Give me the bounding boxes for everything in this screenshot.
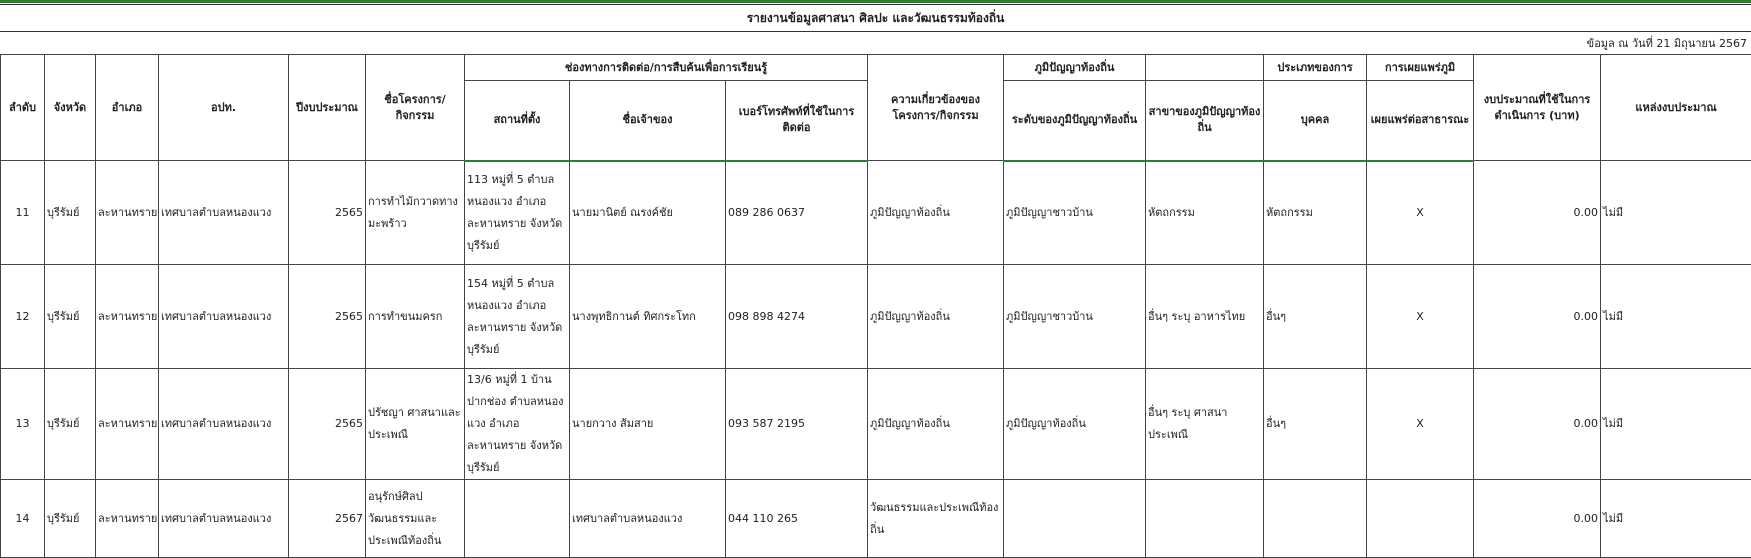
as-of-date: ข้อมูล ณ วันที่ 21 มิถุนายน 2567: [1587, 34, 1747, 52]
cell-project: ปรัชญา ศาสนาและประเพณี: [366, 369, 465, 480]
header-budget-used: งบประมาณที่ใช้ในการดำเนินการ (บาท): [1474, 55, 1601, 161]
cell-source: ไม่มี: [1601, 480, 1751, 558]
cell-seq: 14: [1, 480, 45, 558]
cell-district: ละหานทราย: [96, 369, 159, 480]
header-owner: ชื่อเจ้าของ: [570, 81, 726, 161]
cell-owner: เทศบาลตำบลหนองแวง: [570, 480, 726, 558]
cell-year: 2567: [289, 480, 366, 558]
cell-branch: หัตถกรรม: [1146, 161, 1264, 265]
cell-level: [1004, 480, 1146, 558]
cell-district: ละหานทราย: [96, 161, 159, 265]
header-dissem-label: การเผยแพร่ภูมิ: [1367, 55, 1474, 81]
header-district: อำเภอ: [96, 55, 159, 161]
cell-person: อื่นๆ: [1264, 265, 1367, 369]
header-budget-source: แหล่งงบประมาณ: [1601, 55, 1751, 161]
table-row: [1, 480, 1751, 558]
cell-relevance: ภูมิปัญญาท้องถิ่น: [868, 369, 1004, 480]
cell-phone: 098 898 4274: [726, 265, 868, 369]
cell-year: 2565: [289, 369, 366, 480]
header-location: สถานที่ตั้ง: [465, 81, 570, 161]
header-wisdom-group: ภูมิปัญญาท้องถิ่น: [1004, 55, 1146, 81]
cell-public: X: [1367, 369, 1474, 480]
top-border: [0, 0, 1751, 3]
cell-budget: 0.00: [1474, 265, 1601, 369]
cell-location: 113 หมู่ที่ 5 ตำบลหนองแวง อำเภอละหานทราย จังหวัดบุรีรัมย์: [465, 161, 570, 265]
cell-branch: [1146, 480, 1264, 558]
cell-source: ไม่มี: [1601, 369, 1751, 480]
cell-public: X: [1367, 161, 1474, 265]
cell-seq: 12: [1, 265, 45, 369]
table-row: [1, 369, 1751, 480]
cell-lao: เทศบาลตำบลหนองแวง: [159, 161, 289, 265]
table-row: [1, 265, 1751, 369]
header-province: จังหวัด: [45, 55, 96, 161]
cell-budget: 0.00: [1474, 161, 1601, 265]
cell-owner: นางพุทธิกานต์ ทิศกระโทก: [570, 265, 726, 369]
cell-location: [465, 480, 570, 558]
cell-owner: นายมานิตย์ ณรงค์ชัย: [570, 161, 726, 265]
cell-location: 154 หมู่ที่ 5 ตำบลหนองแวง อำเภอละหานทราย จังหวัดบุรีรัมย์: [465, 265, 570, 369]
cell-owner: นายกวาง ส้มสาย: [570, 369, 726, 480]
cell-budget: 0.00: [1474, 480, 1601, 558]
header-relevance: ความเกี่ยวข้องของโครงการ/กิจกรรม: [868, 55, 1004, 161]
header-public: เผยแพร่ต่อสาธารณะ: [1367, 81, 1474, 161]
header-contact-group: ช่องทางการติดต่อ/การสืบค้นเพื่อการเรียนรู้: [465, 55, 868, 81]
cell-seq: 13: [1, 369, 45, 480]
cell-relevance: ภูมิปัญญาท้องถิ่น: [868, 161, 1004, 265]
cell-phone: 093 587 2195: [726, 369, 868, 480]
header-wisdom-branch: สาขาของภูมิปัญญาท้องถิ่น: [1146, 81, 1264, 161]
cell-branch: อื่นๆ ระบุ อาหารไทย: [1146, 265, 1264, 369]
header-person: บุคคล: [1264, 81, 1367, 161]
header-budget-year: ปีงบประมาณ: [289, 55, 366, 161]
header-lao: อปท.: [159, 55, 289, 161]
header-phone: เบอร์โทรศัพท์ที่ใช้ในการติดต่อ: [726, 81, 868, 161]
cell-relevance: วัฒนธรรมและประเพณีท้องถิ่น: [868, 480, 1004, 558]
cell-public: [1367, 480, 1474, 558]
cell-level: ภูมิปัญญาชาวบ้าน: [1004, 265, 1146, 369]
header-empty: [1146, 55, 1264, 81]
cell-budget: 0.00: [1474, 369, 1601, 480]
cell-lao: เทศบาลตำบลหนองแวง: [159, 480, 289, 558]
cell-year: 2565: [289, 161, 366, 265]
report-table: [0, 54, 1751, 558]
cell-seq: 11: [1, 161, 45, 265]
cell-person: [1264, 480, 1367, 558]
cell-province: บุรีรัมย์: [45, 369, 96, 480]
header-seq: ลำดับ: [1, 55, 45, 161]
cell-lao: เทศบาลตำบลหนองแวง: [159, 369, 289, 480]
cell-project: อนุรักษ์ศิลปวัฒนธรรมและประเพณีท้องถิ่น: [366, 480, 465, 558]
cell-person: หัตถกรรม: [1264, 161, 1367, 265]
cell-project: การทำไม้กวาดทางมะพร้าว: [366, 161, 465, 265]
cell-lao: เทศบาลตำบลหนองแวง: [159, 265, 289, 369]
cell-location: 13/6 หมู่ที่ 1 บ้านปากช่อง ตำบลหนองแวง อำเภอละหานทราย จังหวัดบุรีรัมย์: [465, 369, 570, 480]
cell-relevance: ภูมิปัญญาท้องถิ่น: [868, 265, 1004, 369]
cell-province: บุรีรัมย์: [45, 161, 96, 265]
cell-phone: 089 286 0637: [726, 161, 868, 265]
cell-year: 2565: [289, 265, 366, 369]
cell-province: บุรีรัมย์: [45, 265, 96, 369]
report-title: รายงานข้อมูลศาสนา ศิลปะ และวัฒนธรรมท้องถิ่น: [0, 4, 1751, 32]
cell-district: ละหานทราย: [96, 265, 159, 369]
cell-district: ละหานทราย: [96, 480, 159, 558]
header-wisdom-level: ระดับของภูมิปัญญาท้องถิ่น: [1004, 81, 1146, 161]
cell-branch: อื่นๆ ระบุ ศาสนาประเพณี: [1146, 369, 1264, 480]
cell-province: บุรีรัมย์: [45, 480, 96, 558]
cell-person: อื่นๆ: [1264, 369, 1367, 480]
header-type-label: ประเภทของการ: [1264, 55, 1367, 81]
cell-public: X: [1367, 265, 1474, 369]
header-project-name: ชื่อโครงการ/กิจกรรม: [366, 55, 465, 161]
cell-phone: 044 110 265: [726, 480, 868, 558]
cell-level: ภูมิปัญญาชาวบ้าน: [1004, 161, 1146, 265]
cell-source: ไม่มี: [1601, 161, 1751, 265]
cell-project: การทำขนมครก: [366, 265, 465, 369]
cell-level: ภูมิปัญญาท้องถิ่น: [1004, 369, 1146, 480]
table-row: [1, 161, 1751, 265]
cell-source: ไม่มี: [1601, 265, 1751, 369]
